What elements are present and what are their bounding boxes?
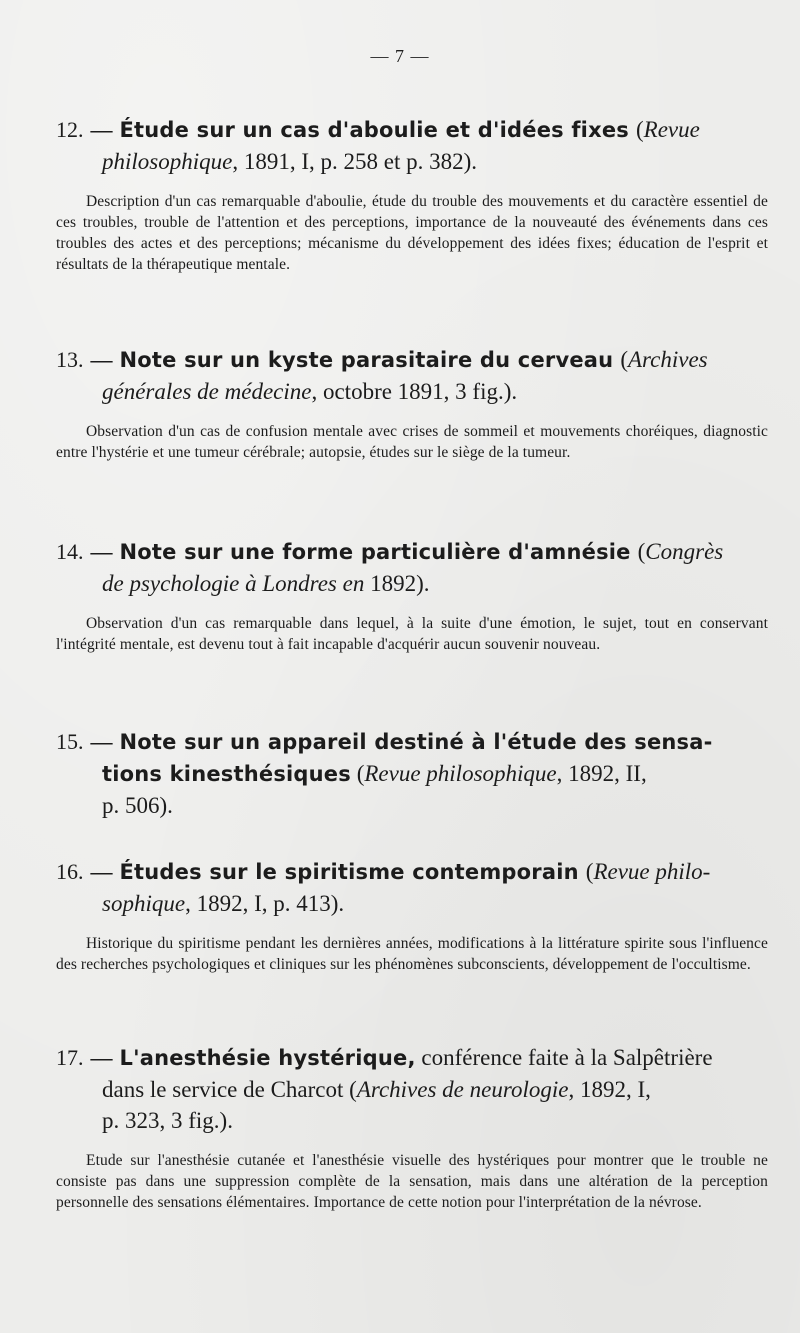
entry-journal: Revue philosophique (364, 761, 557, 786)
entry-title-cont: tions kinesthésiques (102, 762, 351, 786)
entry-ref-open: ( (585, 859, 594, 884)
entry-heading (56, 1042, 768, 1136)
bibliography-entry-13 (56, 344, 768, 463)
entry-number: 13. (56, 347, 84, 372)
entry-number: 15. (56, 729, 84, 754)
entry-heading-line3: p. 506). (102, 793, 173, 818)
entry-heading (56, 536, 768, 599)
entry-description (56, 421, 768, 463)
entry-heading-line2 (56, 758, 768, 790)
entry-description (56, 1150, 768, 1213)
bibliography-entry-12 (56, 114, 768, 275)
entry-number: 16. (56, 859, 84, 884)
entry-ref-plain: conférence faite à la Salpêtrière (415, 1045, 713, 1070)
entry-heading-line2 (56, 568, 768, 599)
entry-ref-open: ( (637, 539, 646, 564)
entry-journal: Revue philo- (593, 859, 711, 884)
page-number: — 7 — (370, 46, 430, 66)
entry-heading-line3: p. 323, 3 fig.). (102, 1108, 233, 1133)
entry-heading-line2 (56, 888, 768, 919)
entry-ref-open: ( (620, 347, 628, 372)
entry-dash: — (90, 539, 113, 564)
entry-heading (56, 114, 768, 177)
bibliography-entry-17 (56, 1042, 768, 1213)
entry-journal-cont: générales de médecine (102, 379, 312, 404)
entry-dash: — (90, 729, 113, 754)
entry-journal-cont: philosophique (102, 149, 233, 174)
entry-heading (56, 726, 768, 821)
bibliography-entry-15 (56, 726, 768, 821)
bibliography-entry-16 (56, 856, 768, 975)
entry-number: 12. (56, 117, 84, 142)
entry-heading-line2 (56, 146, 768, 177)
entry-journal: Archives (627, 347, 708, 372)
entry-heading-line2 (56, 376, 768, 407)
entry-citation: , 1892, I, (568, 1077, 651, 1102)
entry-dash: — (90, 1045, 113, 1070)
entry-title: L'anesthésie hystérique, (119, 1046, 416, 1070)
entry-dash: — (90, 117, 113, 142)
entry-citation: , 1892, II, (556, 761, 647, 786)
entry-number: 17. (56, 1045, 84, 1070)
bibliography-entry-14 (56, 536, 768, 655)
entry-title: Note sur un kyste parasitaire du cerveau (119, 348, 614, 372)
entry-title: Étude sur un cas d'aboulie et d'idées fixes (119, 118, 629, 142)
entry-ref-open: ( (635, 117, 644, 142)
entry-description-text: Etude sur l'anesthésie cutanée et l'anesthésie visuelle des hystériques pour montrer que le trouble ne consiste pas dans une suppression complète de la sensation, mais dans une altération de la perception personnelle des sensations élémentaires. Importance de cette notion pour l'interprétation de la névrose. (56, 1152, 768, 1211)
entry-description-text: Observation d'un cas remarquable dans lequel, à la suite d'une émotion, le sujet, tout en conservant l'intégrité mentale, est devenu tout à fait incapable d'acquérir aucun souvenir nouveau. (56, 615, 768, 653)
entry-heading (56, 856, 768, 919)
entry-journal-cont: de psychologie à Londres en (102, 571, 365, 596)
entry-description-text: Historique du spiritisme pendant les dernières années, modifications à la littérature spirite sous l'influence des recherches psychologiques et cliniques sur les phénomènes subconscients, développement de l'occultisme. (56, 935, 768, 973)
entry-journal-cont: sophique (102, 891, 186, 916)
entry-description (56, 191, 768, 275)
entry-title: Études sur le spiritisme contemporain (119, 860, 579, 884)
entry-title: Note sur une forme particulière d'amnésie (119, 540, 631, 564)
entry-ref-open: ( (350, 761, 365, 786)
entry-dash: — (90, 347, 113, 372)
entry-heading (56, 344, 768, 407)
entry-description-text: Observation d'un cas de confusion mentale avec crises de sommeil et mouvements choréiques, diagnostic entre l'hystérie et une tumeur cérébrale; autopsie, études sur le siège de la tumeur. (56, 423, 768, 461)
entry-description (56, 613, 768, 655)
entry-journal: Congrès (645, 539, 724, 564)
entry-citation: , 1891, I, p. 258 et p. 382). (232, 149, 478, 174)
entry-citation: 1892). (364, 571, 430, 596)
entry-title: Note sur un appareil destiné à l'étude des sensa- (119, 730, 713, 754)
entry-journal: Archives de neurologie (356, 1077, 569, 1102)
entry-citation: , octobre 1891, 3 fig.). (311, 379, 518, 404)
entry-description-text: Description d'un cas remarquable d'aboulie, étude du trouble des mouvements et du caractère essentiel de ces troubles, trouble de l'attention et des perceptions, importance de la nouveauté des événements dans ces troubles des actes et des perceptions; mécanisme du développement des idées fixes; éducation de l'esprit et résultats de la thérapeutique mentale. (56, 193, 768, 273)
entry-description (56, 933, 768, 975)
entry-ref-plain-cont: dans le service de Charcot ( (102, 1077, 357, 1102)
entry-heading-line2 (56, 1074, 768, 1105)
entry-citation: , 1892, I, p. 413). (185, 891, 345, 916)
entry-journal: Revue (643, 117, 700, 142)
entry-dash: — (90, 859, 113, 884)
entry-number: 14. (56, 539, 84, 564)
